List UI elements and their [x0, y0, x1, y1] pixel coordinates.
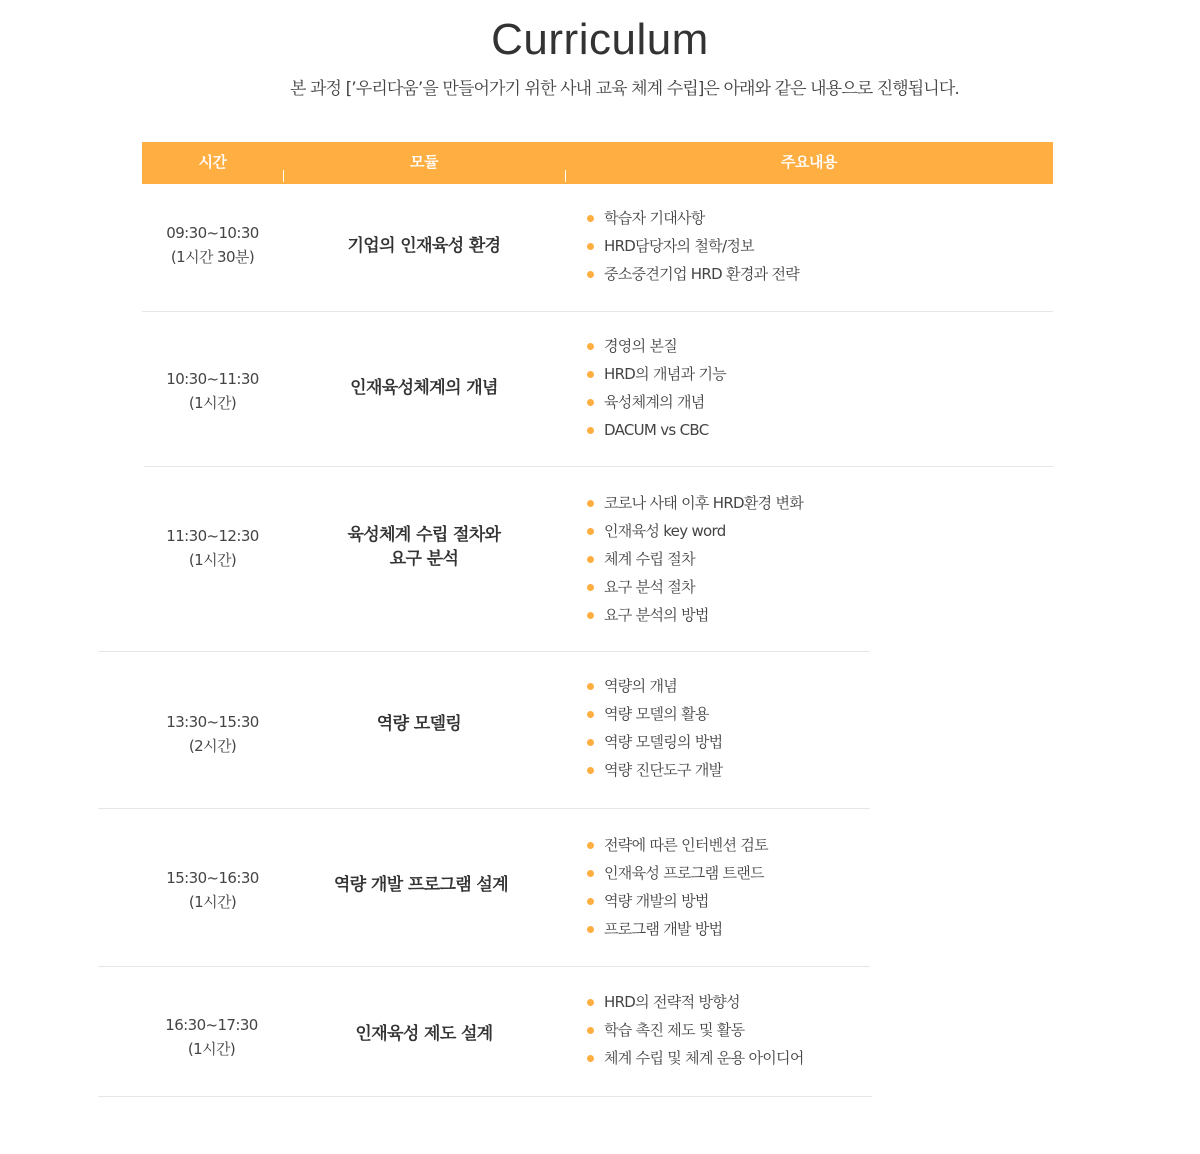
curriculum-row — [0, 312, 1200, 467]
content-item — [586, 700, 722, 728]
curriculum-row — [0, 967, 1200, 1097]
content-item-text: 학습자 기대사항 — [604, 209, 705, 227]
bullet-icon — [587, 683, 594, 690]
bullet-icon — [587, 371, 594, 378]
content-item-text: HRD의 개념과 기능 — [604, 365, 727, 383]
session-time — [142, 221, 283, 269]
content-list — [586, 672, 722, 784]
content-item — [586, 831, 768, 859]
row-divider — [98, 1096, 872, 1097]
module-title — [283, 1022, 565, 1046]
content-item-text: 역량의 개념 — [604, 677, 678, 695]
module-title-line: 인재육성체계의 개념 — [350, 378, 498, 398]
content-item — [586, 887, 768, 915]
content-item-text: 전략에 따른 인터벤션 검토 — [604, 836, 768, 854]
bullet-icon — [587, 343, 594, 350]
content-item-text: HRD담당자의 철학/정보 — [604, 237, 754, 255]
bullet-icon — [587, 556, 594, 563]
content-item-text: 체계 수립 및 체계 운용 아이디어 — [604, 1049, 804, 1067]
module-title — [283, 376, 565, 400]
content-item-text: 경영의 본질 — [604, 337, 678, 355]
bullet-icon — [587, 870, 594, 877]
time-duration: (1시간) — [188, 394, 237, 412]
header-divider — [565, 170, 566, 182]
module-title-line: 요구 분석 — [389, 549, 459, 569]
header-content: 주요내용 — [781, 153, 837, 171]
bullet-icon — [587, 1027, 594, 1034]
time-duration: (2시간) — [188, 737, 237, 755]
time-range: 10:30~11:30 — [166, 370, 259, 388]
content-item — [586, 915, 768, 943]
content-item-text: 역량 모델링의 방법 — [604, 733, 723, 751]
time-duration: (1시간) — [187, 1040, 236, 1058]
module-title-line: 기업의 인재육성 환경 — [347, 236, 501, 256]
time-range: 13:30~15:30 — [166, 713, 259, 731]
bullet-icon — [587, 215, 594, 222]
bullet-icon — [587, 612, 594, 619]
module-title — [283, 234, 565, 258]
content-item-text: 중소중견기업 HRD 환경과 전략 — [604, 265, 800, 283]
content-item — [586, 1044, 804, 1072]
content-item-text: 인재육성 key word — [604, 522, 726, 540]
bullet-icon — [587, 528, 594, 535]
content-item-text: 역량 진단도구 개발 — [604, 761, 723, 779]
curriculum-row — [0, 809, 1200, 967]
content-item-text: 역량 개발의 방법 — [604, 892, 709, 910]
content-list — [586, 831, 768, 943]
content-item-text: 체계 수립 절차 — [604, 550, 695, 568]
curriculum-row — [0, 467, 1200, 652]
session-time — [142, 367, 283, 415]
content-list — [586, 489, 803, 629]
bullet-icon — [587, 898, 594, 905]
bullet-icon — [587, 711, 594, 718]
session-time — [142, 524, 283, 572]
content-item-text: 역량 모델의 활용 — [604, 705, 709, 723]
session-time — [142, 710, 283, 758]
content-item-text: 학습 촉진 제도 및 활동 — [604, 1021, 745, 1039]
content-item — [586, 545, 803, 573]
content-list — [586, 332, 726, 444]
content-item — [586, 232, 799, 260]
content-list — [586, 204, 799, 288]
curriculum-row — [0, 652, 1200, 809]
content-item-text: 요구 분석의 방법 — [604, 606, 709, 624]
time-duration: (1시간 30분) — [170, 248, 255, 266]
bullet-icon — [587, 767, 594, 774]
module-title-line: 역량 개발 프로그램 설계 — [333, 875, 509, 895]
content-item — [586, 728, 722, 756]
bullet-icon — [587, 399, 594, 406]
content-item — [586, 360, 726, 388]
bullet-icon — [587, 926, 594, 933]
content-item-text: HRD의 전략적 방향성 — [604, 993, 740, 1011]
content-item — [586, 332, 726, 360]
content-item-text: 코로나 사태 이후 HRD환경 변화 — [604, 494, 804, 512]
content-item — [586, 988, 804, 1016]
intro-text: 본 과정 [’우리다움’을 만들어가기 위한 사내 교육 체계 수립]은 아래와 같은 내용으로 진행됩니다. — [290, 79, 959, 99]
content-item — [586, 859, 768, 887]
module-title — [278, 712, 560, 736]
content-item — [586, 204, 799, 232]
time-duration: (1시간) — [188, 551, 237, 569]
content-item — [586, 489, 803, 517]
bullet-icon — [587, 999, 594, 1006]
table-header — [142, 142, 1053, 184]
bullet-icon — [587, 584, 594, 591]
content-item — [586, 672, 722, 700]
time-range: 15:30~16:30 — [166, 869, 259, 887]
header-divider — [283, 170, 284, 182]
module-title-line: 역량 모델링 — [376, 714, 462, 734]
bullet-icon — [587, 243, 594, 250]
bullet-icon — [587, 842, 594, 849]
content-item — [586, 1016, 804, 1044]
module-title — [280, 873, 562, 897]
time-range: 09:30~10:30 — [166, 224, 259, 242]
time-duration: (1시간) — [188, 893, 237, 911]
content-item-text: DACUM vs CBC — [604, 421, 709, 439]
content-item-text: 육성체계의 개념 — [604, 393, 705, 411]
header-time: 시간 — [198, 153, 227, 171]
bullet-icon — [587, 739, 594, 746]
header-module: 모듈 — [410, 153, 438, 171]
bullet-icon — [587, 427, 594, 434]
content-item-text: 프로그램 개발 방법 — [604, 920, 723, 938]
bullet-icon — [587, 500, 594, 507]
bullet-icon — [587, 271, 594, 278]
time-range: 16:30~17:30 — [165, 1016, 258, 1034]
content-item — [586, 517, 803, 545]
module-title-line: 인재육성 제도 설계 — [355, 1024, 493, 1044]
content-item — [586, 756, 722, 784]
page-title: Curriculum — [491, 15, 709, 64]
content-item-text: 요구 분석 절차 — [604, 578, 695, 596]
module-title — [283, 523, 565, 571]
content-item — [586, 388, 726, 416]
content-item-text: 인재육성 프로그램 트랜드 — [604, 864, 764, 882]
content-list — [586, 988, 804, 1072]
content-item — [586, 573, 803, 601]
session-time — [142, 866, 283, 914]
bullet-icon — [587, 1055, 594, 1062]
session-time — [141, 1013, 282, 1061]
content-item — [586, 260, 799, 288]
time-range: 11:30~12:30 — [166, 527, 259, 545]
content-item — [586, 416, 726, 444]
content-item — [586, 601, 803, 629]
module-title-line: 육성체계 수립 절차와 — [347, 525, 501, 545]
curriculum-row — [0, 184, 1200, 312]
